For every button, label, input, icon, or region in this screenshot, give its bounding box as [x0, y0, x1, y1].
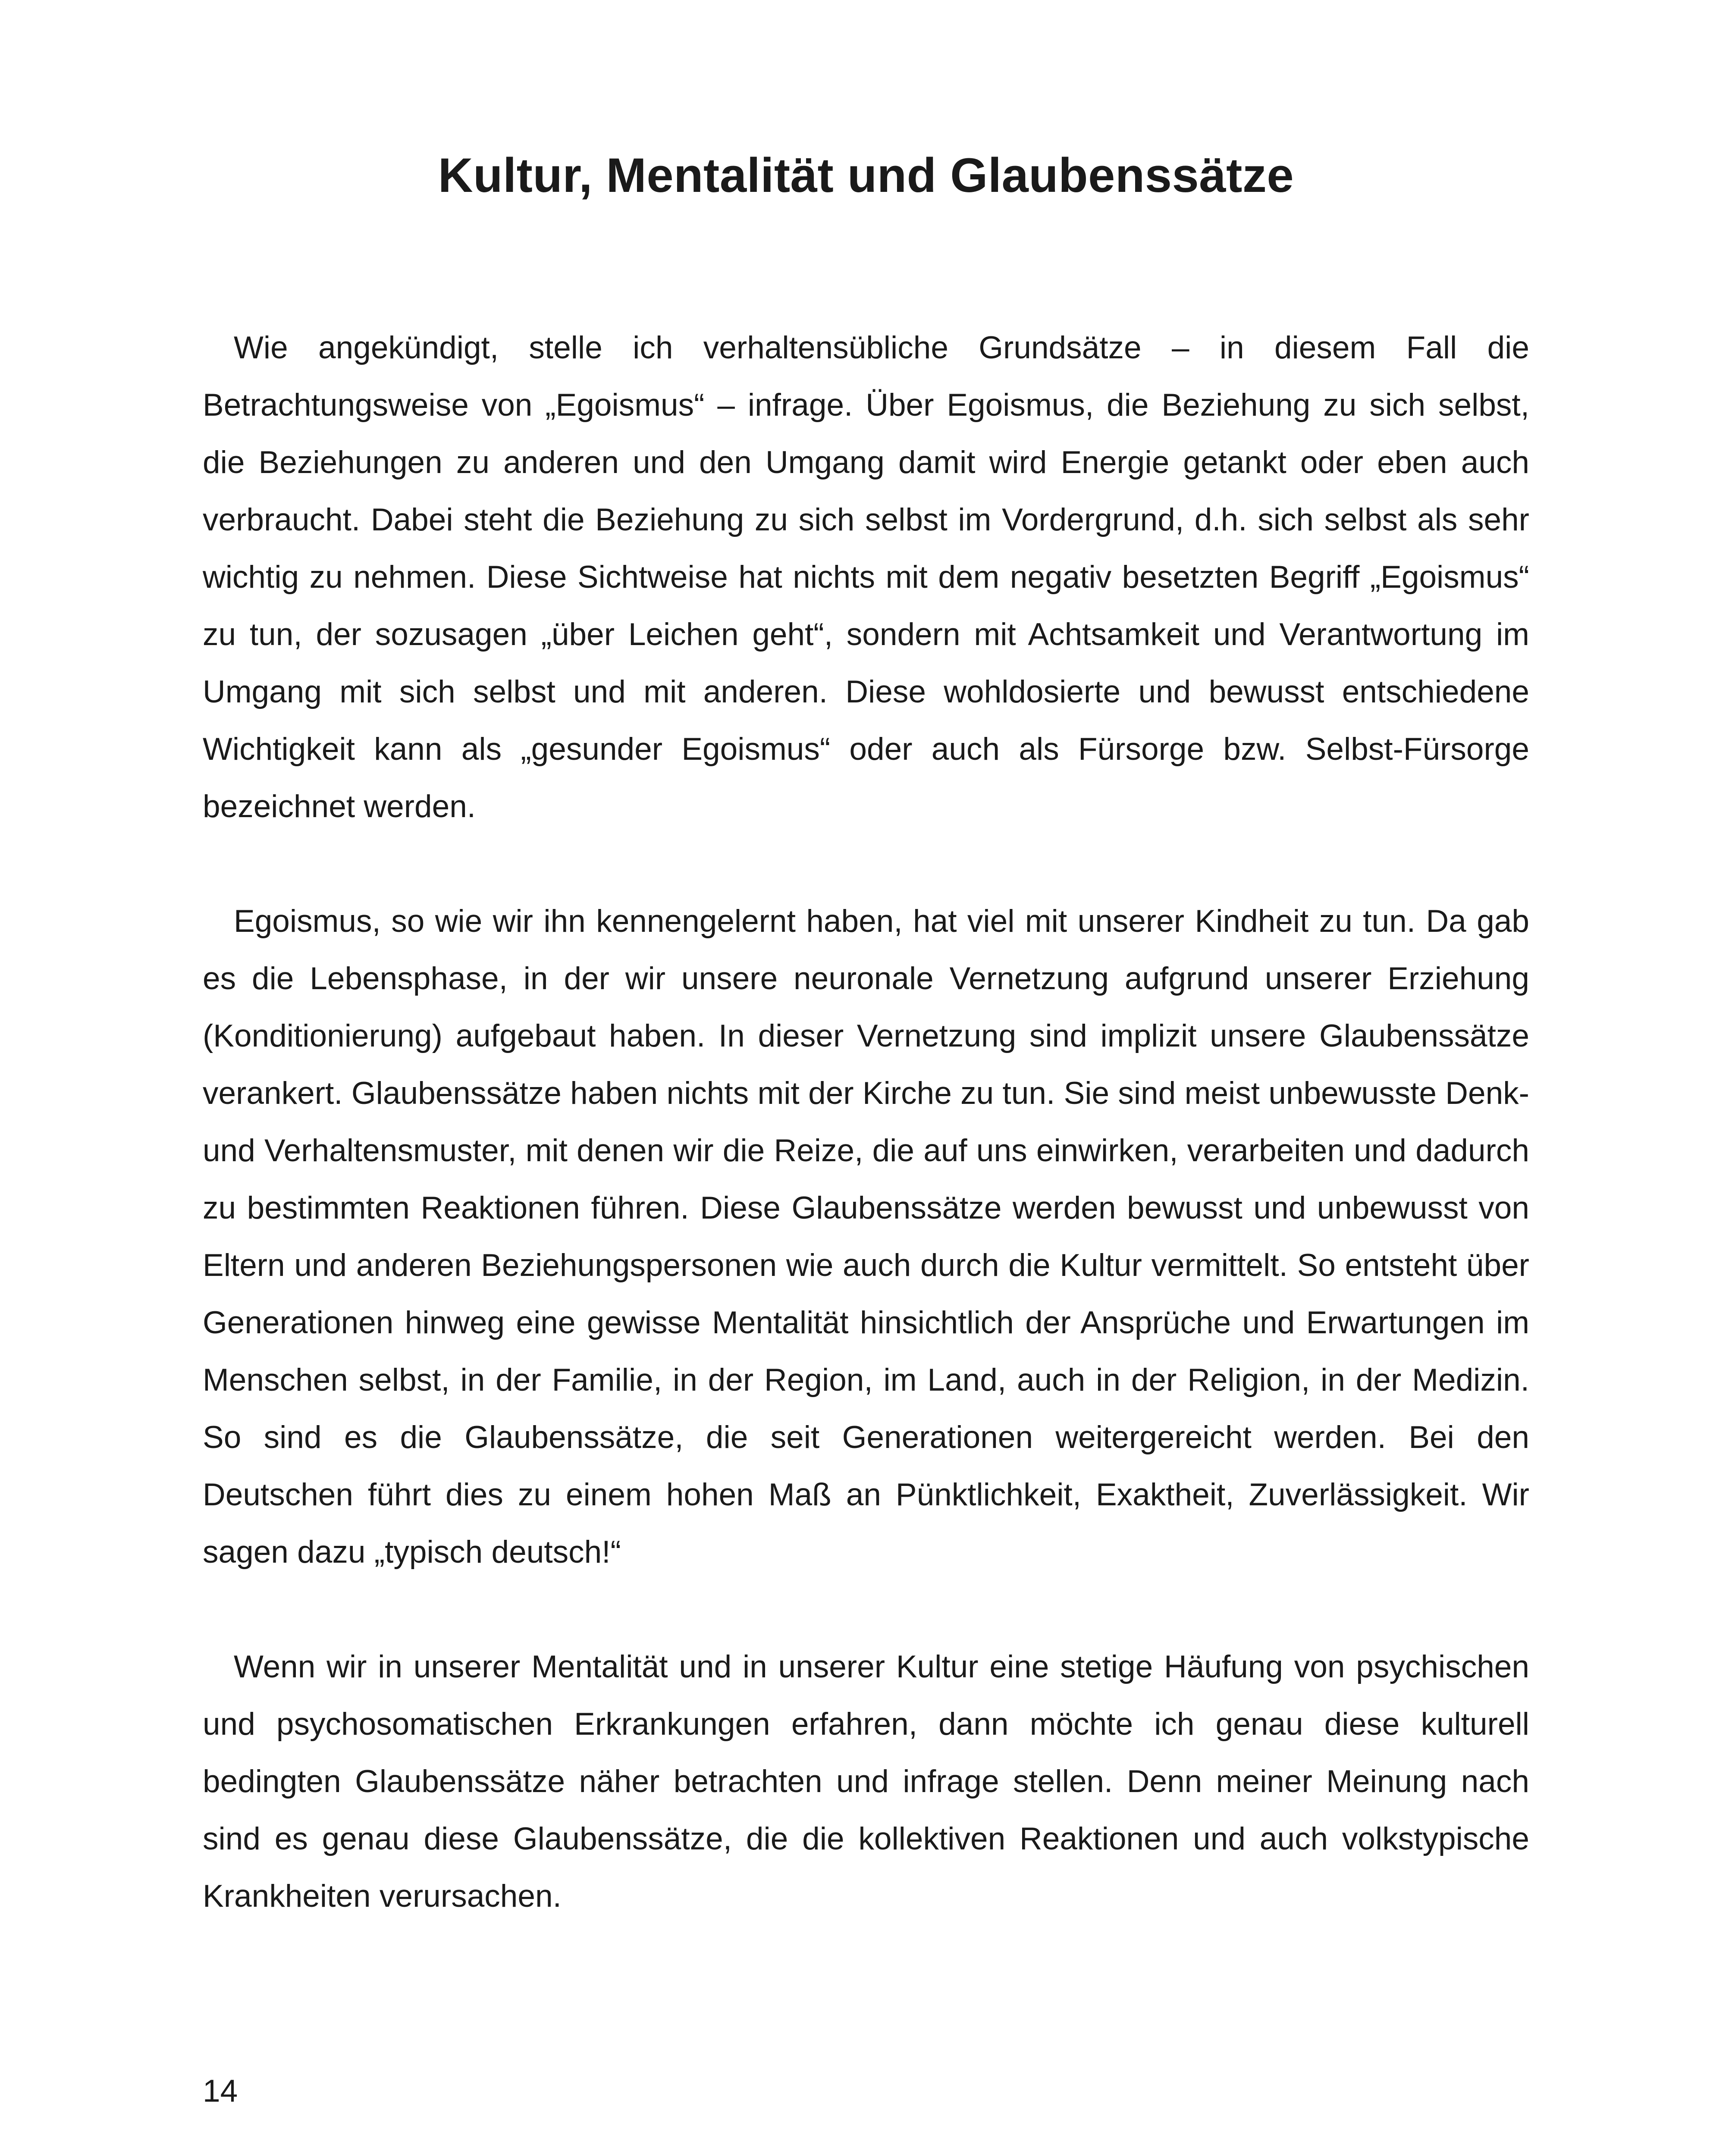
body-text	[203, 319, 1529, 1925]
chapter-title: Kultur, Mentalität und Glaubenssätze	[438, 148, 1294, 202]
paragraph-2: Egoismus, so wie wir ihn kennengelernt haben, hat viel mit unserer Kindheit zu tun. Da gab es die Lebensphase, in der wir unsere neuronale Vernetzung aufgrund unserer Erziehung (Konditionierung) aufgebaut haben. In dieser Vernetzung sind implizit unsere Glaubenssätze verankert. Glaubenssätze haben nichts mit der Kirche zu tun. Sie sind meist unbewusste Denk- und Verhaltensmuster, mit denen wir die Reize, die auf uns einwirken, verarbeiten und dadurch zu bestimmten Reaktionen führen. Diese Glaubenssätze werden bewusst und unbewusst von Eltern und anderen Beziehungspersonen wie auch durch die Kultur vermittelt. So entsteht über Generationen hinweg eine gewisse Mentalität hinsichtlich der Ansprüche und Erwartungen im Menschen selbst, in der Familie, in der Region, im Land, auch in der Religion, in der Medizin. So sind es die Glaubenssätze, die seit Generationen weitergereicht werden. Bei den Deutschen führt dies zu einem hohen Maß an Pünktlichkeit, Exaktheit, Zuverlässigkeit. Wir sagen dazu „typisch deutsch!“	[203, 904, 1529, 1570]
paragraph-1: Wie angekündigt, stelle ich verhaltensübliche Grundsätze – in diesem Fall die Betrachtungsweise von „Egoismus“ – infrage. Über Egoismus, die Beziehung zu sich selbst, die Beziehungen zu anderen und den Umgang damit wird Energie getankt oder eben auch verbraucht. Dabei steht die Beziehung zu sich selbst im Vordergrund, d.h. sich selbst als sehr wichtig zu nehmen. Diese Sichtweise hat nichts mit dem negativ besetzten Begriff „Egoismus“ zu tun, der sozusagen „über Leichen geht“, sondern mit Achtsamkeit und Verantwortung im Umgang mit sich selbst und mit anderen. Diese wohldosierte und bewusst entschiedene Wichtigkeit kann als „gesunder Egoismus“ oder auch als Fürsorge bzw. Selbst-Fürsorge bezeichnet werden.	[203, 330, 1529, 824]
paragraph-3: Wenn wir in unserer Mentalität und in unserer Kultur eine stetige Häufung von psychischen und psychosomatischen Erkrankungen erfahren, dann möchte ich genau diese kulturell bedingten Glaubenssätze näher betrachten und infrage stellen. Denn meiner Meinung nach sind es genau diese Glaubenssätze, die die kollektiven Reaktionen und auch volkstypische Krankheiten verursachen.	[203, 1649, 1529, 1914]
page-number: 14	[203, 2074, 238, 2109]
